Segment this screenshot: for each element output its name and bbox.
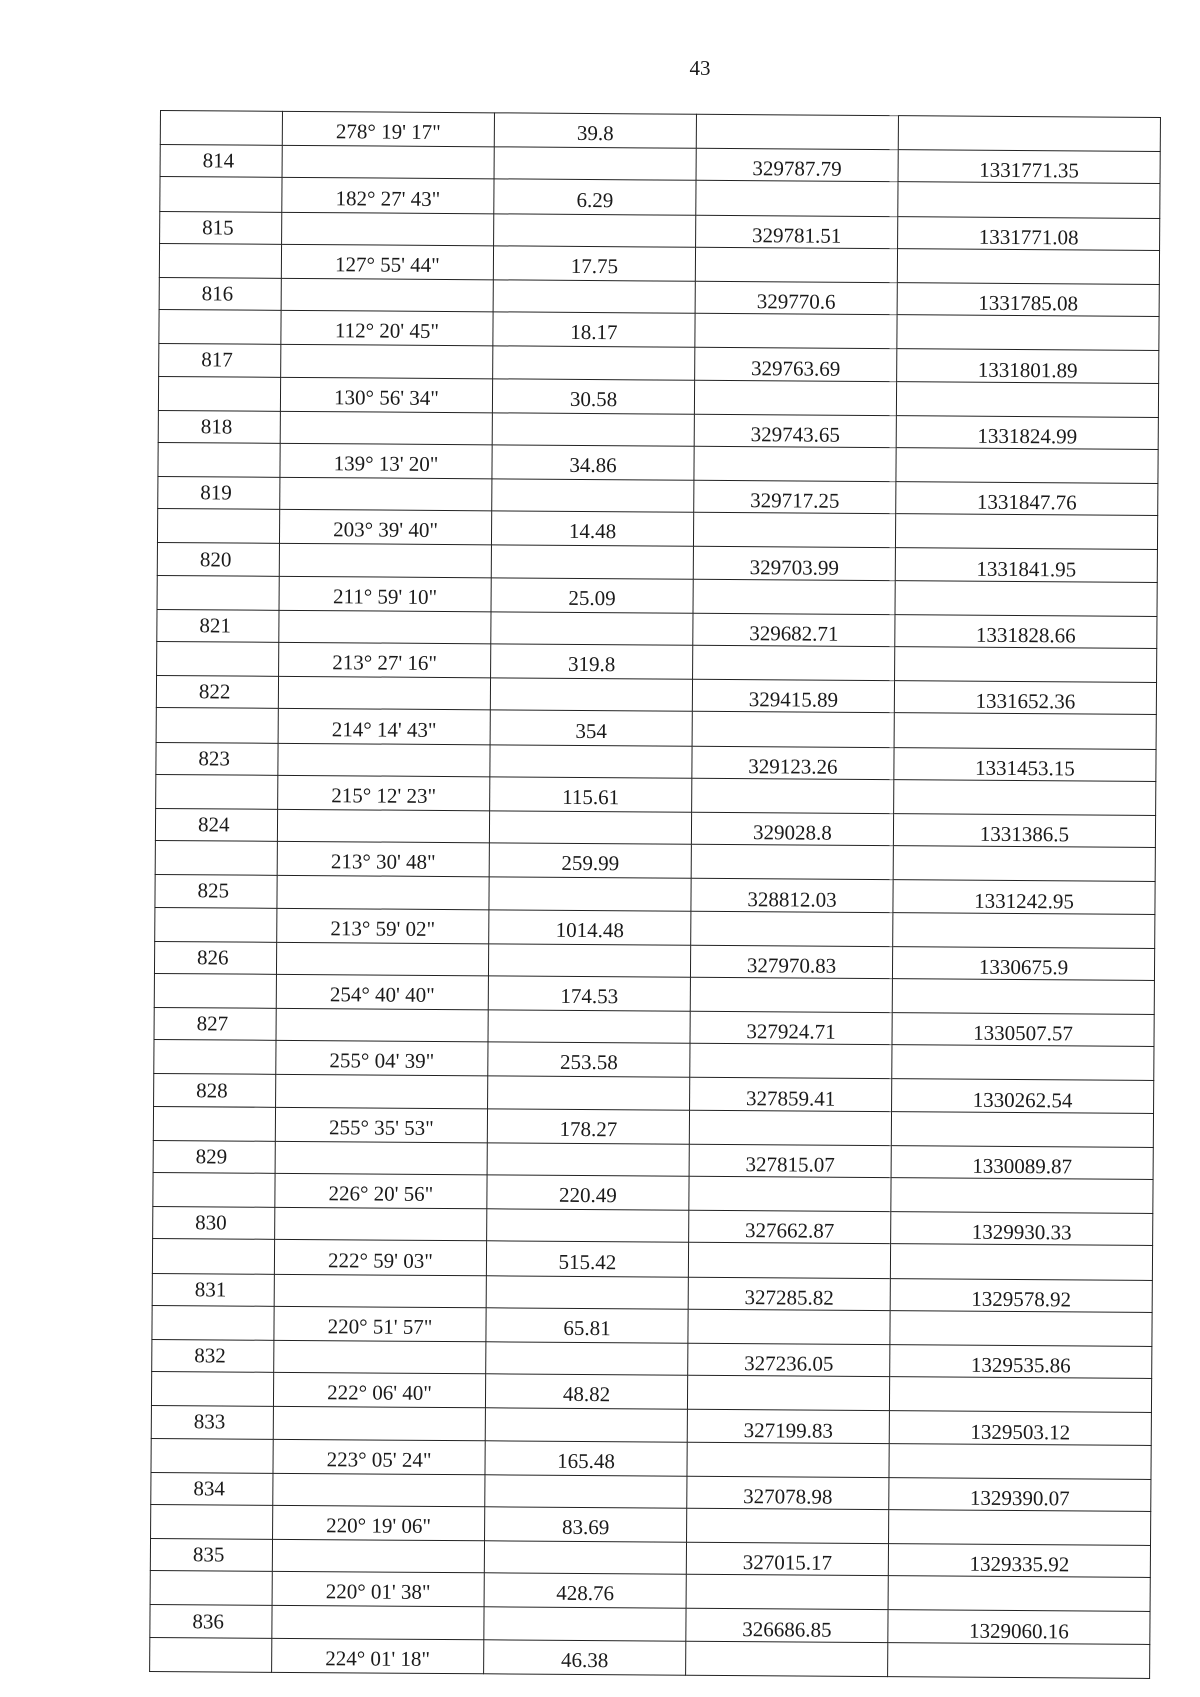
- point-number-cell: 835: [150, 1539, 272, 1572]
- bearing-angle-cell: 223° 05' 24": [273, 1439, 485, 1475]
- x-coordinate-cell: 329763.69: [695, 348, 897, 382]
- bearing-angle-cell: 203° 39' 40": [279, 510, 491, 546]
- empty-cell: [892, 979, 1154, 1015]
- distance-cell: 428.76: [484, 1573, 686, 1609]
- bearing-angle-cell: 127° 55' 44": [281, 244, 493, 280]
- empty-cell: [694, 446, 896, 482]
- empty-cell: [282, 212, 494, 246]
- empty-cell: [274, 1340, 486, 1374]
- y-coordinate-cell: 1331386.5: [893, 814, 1155, 848]
- x-coordinate-cell: 329415.89: [692, 679, 894, 713]
- distance-cell: 354: [490, 710, 692, 746]
- bearing-angle-cell: 130° 56' 34": [280, 377, 492, 413]
- bearing-angle-cell: 255° 04' 39": [276, 1041, 488, 1077]
- empty-cell: [692, 712, 894, 748]
- bearing-angle-cell: 215° 12' 23": [278, 775, 490, 811]
- empty-cell: [895, 580, 1157, 616]
- empty-cell: [151, 1438, 273, 1473]
- empty-cell: [159, 310, 281, 345]
- table-body: [150, 111, 1161, 1679]
- empty-cell: [696, 181, 898, 217]
- empty-cell: [156, 774, 278, 809]
- distance-cell: 515.42: [486, 1241, 688, 1277]
- bearing-angle-cell: 213° 27' 16": [279, 642, 491, 678]
- x-coordinate-cell: 327970.83: [690, 945, 892, 979]
- empty-cell: [493, 346, 695, 380]
- y-coordinate-cell: 1331652.36: [894, 681, 1156, 715]
- distance-cell: 48.82: [485, 1374, 687, 1410]
- empty-cell: [891, 1111, 1153, 1147]
- empty-cell: [157, 509, 279, 544]
- distance-cell: 46.38: [484, 1639, 686, 1675]
- empty-cell: [273, 1407, 485, 1441]
- empty-cell: [491, 545, 693, 579]
- x-coordinate-cell: 329028.8: [691, 812, 893, 846]
- bearing-angle-cell: 222° 06' 40": [273, 1372, 485, 1408]
- point-number-cell: 818: [158, 410, 280, 443]
- empty-cell: [691, 844, 893, 880]
- empty-cell: [892, 1045, 1154, 1081]
- empty-cell: [281, 345, 493, 379]
- empty-cell: [895, 647, 1157, 683]
- y-coordinate-cell: 1330089.87: [891, 1145, 1153, 1179]
- empty-cell: [688, 1309, 890, 1345]
- bearing-angle-cell: 182° 27' 43": [282, 178, 494, 214]
- empty-cell: [694, 380, 896, 416]
- point-number-cell: 828: [154, 1074, 276, 1107]
- segment-row: [150, 1637, 1150, 1678]
- empty-cell: [485, 1474, 687, 1508]
- empty-cell: [494, 147, 696, 181]
- empty-cell: [888, 1642, 1150, 1678]
- empty-cell: [491, 612, 693, 646]
- empty-cell: [896, 448, 1158, 484]
- empty-cell: [490, 678, 692, 712]
- empty-cell: [153, 1172, 275, 1207]
- empty-cell: [692, 778, 894, 814]
- y-coordinate-cell: 1331847.76: [896, 482, 1158, 516]
- empty-cell: [155, 907, 277, 942]
- empty-cell: [276, 1008, 488, 1042]
- empty-cell: [490, 744, 692, 778]
- empty-cell: [897, 248, 1159, 284]
- x-coordinate-cell: 327859.41: [690, 1078, 892, 1112]
- empty-cell: [276, 1075, 488, 1109]
- empty-cell: [272, 1606, 484, 1640]
- empty-cell: [157, 575, 279, 610]
- point-number-cell: 819: [158, 477, 280, 510]
- x-coordinate-cell: 329770.6: [695, 281, 897, 315]
- y-coordinate-cell: 1330262.54: [892, 1079, 1154, 1113]
- page-number: 43: [689, 56, 711, 80]
- empty-cell: [493, 280, 695, 314]
- bearing-angle-cell: 220° 51' 57": [274, 1306, 486, 1342]
- point-number-cell: 817: [159, 344, 281, 377]
- empty-cell: [486, 1342, 688, 1376]
- empty-cell: [889, 1509, 1151, 1545]
- y-coordinate-cell: 1331771.08: [898, 216, 1160, 250]
- point-number-cell: 824: [155, 808, 277, 841]
- empty-cell: [279, 610, 491, 644]
- point-number-cell: 822: [156, 676, 278, 709]
- empty-cell: [159, 243, 281, 278]
- empty-cell: [488, 1076, 690, 1110]
- x-coordinate-cell: 326686.85: [686, 1609, 888, 1643]
- empty-cell: [277, 876, 489, 910]
- empty-cell: [484, 1541, 686, 1575]
- empty-cell: [155, 841, 277, 876]
- point-number-cell: 829: [153, 1140, 275, 1173]
- empty-cell: [893, 846, 1155, 882]
- empty-cell: [687, 1508, 889, 1544]
- empty-cell: [686, 1574, 888, 1610]
- empty-cell: [152, 1305, 274, 1340]
- x-coordinate-cell: 329682.71: [693, 613, 895, 647]
- distance-cell: 6.29: [494, 179, 696, 215]
- empty-cell: [151, 1504, 273, 1539]
- empty-cell: [272, 1539, 484, 1573]
- y-coordinate-cell: 1329060.16: [888, 1610, 1150, 1644]
- distance-cell: 14.48: [491, 511, 693, 547]
- bearing-angle-cell: 226° 20' 56": [275, 1173, 487, 1209]
- bearing-angle-cell: 254° 40' 40": [276, 974, 488, 1010]
- x-coordinate-cell: 327236.05: [688, 1343, 890, 1377]
- empty-cell: [487, 1209, 689, 1243]
- empty-cell: [686, 1641, 888, 1677]
- empty-cell: [484, 1607, 686, 1641]
- distance-cell: 174.53: [488, 976, 690, 1012]
- empty-cell: [487, 1143, 689, 1177]
- empty-cell: [486, 1275, 688, 1309]
- empty-cell: [157, 641, 279, 676]
- x-coordinate-cell: 329743.65: [694, 414, 896, 448]
- distance-cell: 34.86: [492, 445, 694, 481]
- x-coordinate-cell: 327924.71: [690, 1011, 892, 1045]
- empty-cell: [158, 376, 280, 411]
- empty-cell: [890, 1310, 1152, 1346]
- empty-cell: [160, 177, 282, 212]
- empty-cell: [273, 1473, 485, 1507]
- distance-cell: 165.48: [485, 1440, 687, 1476]
- empty-cell: [275, 1141, 487, 1175]
- x-coordinate-cell: 327015.17: [686, 1542, 888, 1576]
- y-coordinate-cell: 1329335.92: [888, 1544, 1150, 1578]
- distance-cell: 253.58: [488, 1042, 690, 1078]
- empty-cell: [696, 114, 898, 150]
- x-coordinate-cell: 329717.25: [694, 480, 896, 514]
- empty-cell: [485, 1408, 687, 1442]
- empty-cell: [688, 1243, 890, 1279]
- bearing-angle-cell: 220° 01' 38": [272, 1572, 484, 1608]
- point-number-cell: 823: [156, 742, 278, 775]
- empty-cell: [889, 1443, 1151, 1479]
- bearing-angle-cell: 112° 20' 45": [281, 310, 493, 346]
- y-coordinate-cell: 1329578.92: [890, 1278, 1152, 1312]
- y-coordinate-cell: 1329535.86: [890, 1345, 1152, 1379]
- distance-cell: 319.8: [491, 644, 693, 680]
- y-coordinate-cell: 1331841.95: [895, 548, 1157, 582]
- x-coordinate-cell: 329703.99: [693, 547, 895, 581]
- empty-cell: [693, 645, 895, 681]
- y-coordinate-cell: 1331771.35: [898, 150, 1160, 184]
- empty-cell: [896, 381, 1158, 417]
- point-number-cell: 816: [159, 277, 281, 310]
- x-coordinate-cell: 329781.51: [696, 215, 898, 249]
- empty-cell: [897, 315, 1159, 351]
- x-coordinate-cell: 327662.87: [689, 1210, 891, 1244]
- distance-cell: 1014.48: [489, 909, 691, 945]
- point-number-cell: 827: [154, 1008, 276, 1041]
- empty-cell: [150, 1571, 272, 1606]
- empty-cell: [489, 811, 691, 845]
- x-coordinate-cell: 327285.82: [688, 1277, 890, 1311]
- point-number-cell: 834: [151, 1472, 273, 1505]
- empty-cell: [280, 477, 492, 511]
- empty-cell: [488, 1010, 690, 1044]
- y-coordinate-cell: 1329390.07: [889, 1477, 1151, 1511]
- empty-cell: [894, 713, 1156, 749]
- empty-cell: [276, 942, 488, 976]
- empty-cell: [154, 973, 276, 1008]
- distance-cell: 30.58: [492, 378, 694, 414]
- distance-cell: 25.09: [491, 577, 693, 613]
- empty-cell: [275, 1208, 487, 1242]
- empty-cell: [889, 1377, 1151, 1413]
- y-coordinate-cell: 1331785.08: [897, 283, 1159, 317]
- x-coordinate-cell: 328812.03: [691, 879, 893, 913]
- point-number-cell: 826: [154, 941, 276, 974]
- empty-cell: [160, 111, 282, 146]
- distance-cell: 65.81: [486, 1308, 688, 1344]
- empty-cell: [693, 579, 895, 615]
- distance-cell: 178.27: [487, 1108, 689, 1144]
- empty-cell: [689, 1176, 891, 1212]
- empty-cell: [895, 514, 1157, 550]
- empty-cell: [274, 1274, 486, 1308]
- empty-cell: [494, 213, 696, 247]
- empty-cell: [693, 512, 895, 548]
- empty-cell: [689, 1110, 891, 1146]
- empty-cell: [277, 809, 489, 843]
- bearing-angle-cell: 222° 59' 03": [274, 1240, 486, 1276]
- empty-cell: [153, 1106, 275, 1141]
- point-number-cell: 836: [150, 1605, 272, 1638]
- y-coordinate-cell: 1331801.89: [897, 349, 1159, 383]
- empty-cell: [690, 1043, 892, 1079]
- empty-cell: [695, 247, 897, 283]
- point-number-cell: 821: [157, 609, 279, 642]
- distance-cell: 115.61: [490, 777, 692, 813]
- bearing-angle-cell: 220° 19' 06": [273, 1505, 485, 1541]
- point-number-cell: 831: [152, 1273, 274, 1306]
- bearing-angle-cell: 213° 59' 02": [277, 908, 489, 944]
- empty-cell: [488, 944, 690, 978]
- empty-cell: [890, 1244, 1152, 1280]
- distance-cell: 39.8: [494, 113, 696, 149]
- empty-cell: [278, 677, 490, 711]
- empty-cell: [156, 708, 278, 743]
- point-number-cell: 815: [160, 211, 282, 244]
- distance-cell: 18.17: [493, 312, 695, 348]
- survey-table-container: [149, 110, 1160, 1679]
- empty-cell: [278, 743, 490, 777]
- point-number-cell: 825: [155, 875, 277, 908]
- bearing-angle-cell: 213° 30' 48": [277, 841, 489, 877]
- empty-cell: [695, 313, 897, 349]
- empty-cell: [158, 442, 280, 477]
- y-coordinate-cell: 1331453.15: [894, 747, 1156, 781]
- x-coordinate-cell: 329123.26: [692, 746, 894, 780]
- bearing-angle-cell: 224° 01' 18": [272, 1638, 484, 1674]
- empty-cell: [150, 1637, 272, 1672]
- empty-cell: [154, 1040, 276, 1075]
- bearing-angle-cell: 139° 13' 20": [280, 443, 492, 479]
- empty-cell: [280, 411, 492, 445]
- y-coordinate-cell: 1331242.95: [893, 880, 1155, 914]
- empty-cell: [898, 182, 1160, 218]
- distance-cell: 259.99: [489, 843, 691, 879]
- empty-cell: [152, 1239, 274, 1274]
- point-number-cell: 832: [152, 1339, 274, 1372]
- empty-cell: [282, 146, 494, 180]
- bearing-angle-cell: 278° 19' 17": [282, 111, 494, 147]
- empty-cell: [690, 977, 892, 1013]
- bearing-angle-cell: 214° 14' 43": [278, 709, 490, 745]
- y-coordinate-cell: 1331824.99: [896, 415, 1158, 449]
- empty-cell: [691, 911, 893, 947]
- bearing-angle-cell: 255° 35' 53": [275, 1107, 487, 1143]
- survey-coordinates-table: [149, 110, 1161, 1679]
- empty-cell: [894, 779, 1156, 815]
- empty-cell: [891, 1178, 1153, 1214]
- empty-cell: [898, 116, 1160, 152]
- distance-cell: 17.75: [493, 246, 695, 282]
- empty-cell: [279, 544, 491, 578]
- y-coordinate-cell: 1330507.57: [892, 1013, 1154, 1047]
- x-coordinate-cell: 327815.07: [689, 1144, 891, 1178]
- y-coordinate-cell: 1331828.66: [895, 614, 1157, 648]
- empty-cell: [151, 1372, 273, 1407]
- x-coordinate-cell: 327078.98: [687, 1476, 889, 1510]
- empty-cell: [888, 1576, 1150, 1612]
- point-number-cell: 830: [153, 1207, 275, 1240]
- bearing-angle-cell: 211° 59' 10": [279, 576, 491, 612]
- y-coordinate-cell: 1329930.33: [891, 1212, 1153, 1246]
- empty-cell: [281, 278, 493, 312]
- empty-cell: [893, 912, 1155, 948]
- distance-cell: 220.49: [487, 1175, 689, 1211]
- x-coordinate-cell: 329787.79: [696, 148, 898, 182]
- point-number-cell: 833: [151, 1406, 273, 1439]
- empty-cell: [489, 877, 691, 911]
- x-coordinate-cell: 327199.83: [687, 1410, 889, 1444]
- empty-cell: [687, 1375, 889, 1411]
- distance-cell: 83.69: [485, 1507, 687, 1543]
- empty-cell: [492, 413, 694, 447]
- point-number-cell: 820: [157, 543, 279, 576]
- y-coordinate-cell: 1329503.12: [889, 1411, 1151, 1445]
- empty-cell: [492, 479, 694, 513]
- point-number-cell: 814: [160, 145, 282, 178]
- empty-cell: [687, 1442, 889, 1478]
- y-coordinate-cell: 1330675.9: [892, 946, 1154, 980]
